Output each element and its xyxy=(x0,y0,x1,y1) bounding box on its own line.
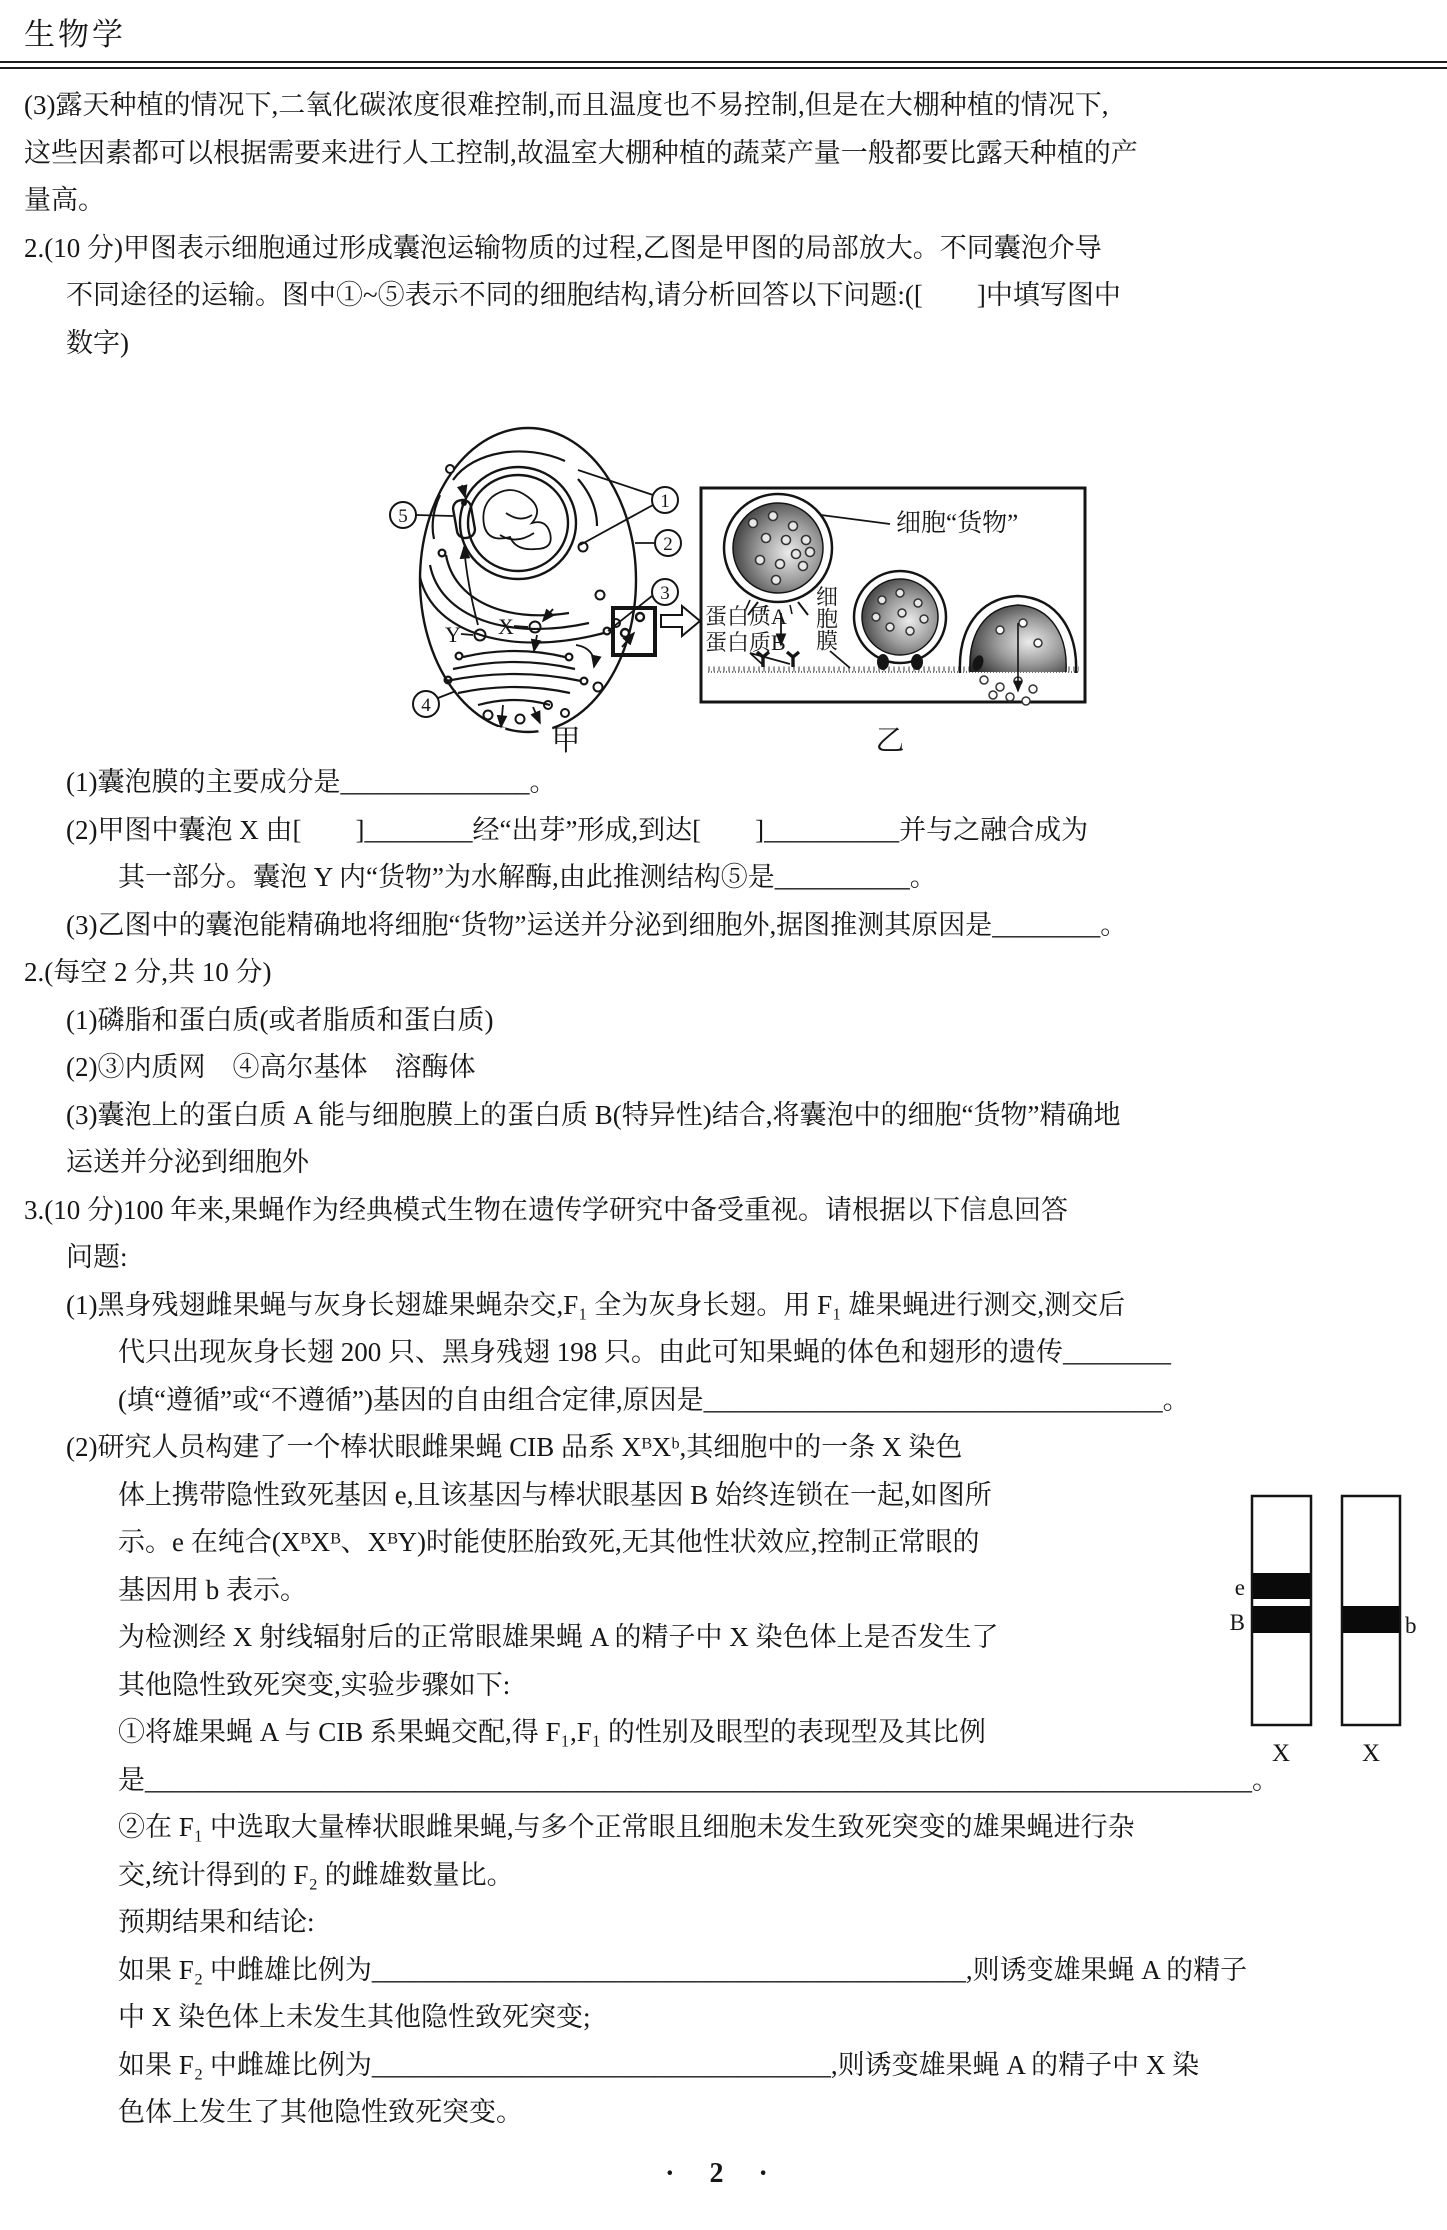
header-divider xyxy=(0,61,1447,69)
number-4-label: 4 xyxy=(421,695,431,716)
golgi-apparatus xyxy=(445,651,588,705)
cargo-label: 细胞“货物” xyxy=(896,510,1019,537)
text-line: 色体上发生了其他隐性致死突变。 xyxy=(118,2097,523,2127)
cell-diagram xyxy=(278,395,1098,765)
cell-transport-figure xyxy=(0,367,1447,759)
gene-B-label: B xyxy=(1229,1610,1245,1635)
text-line: (3)囊泡上的蛋白质 A 能与细胞膜上的蛋白质 B(特异性)结合,将囊泡中的细胞“货物”精确地 xyxy=(66,1099,1121,1130)
vesicle-x-label: X xyxy=(498,614,514,639)
number-1-label: 1 xyxy=(660,491,670,512)
text-line: 2.(每空 2 分,共 10 分) xyxy=(24,957,272,987)
text-line: ①将雄果蝇 A 与 CIB 系果蝇交配,得 F₁,F₁ 的性别及眼型的表现型及其比例 xyxy=(118,1717,986,1747)
nucleus xyxy=(460,467,576,579)
text-line: 如果 F₂ 中雌雄比例为__________________________________,则诱变雄果蝇 A 的精子中 X 染 xyxy=(118,2049,1200,2080)
text-line: 不同途径的运输。图中①~⑤表示不同的细胞结构,请分析回答以下问题:([ ]中填写图中 xyxy=(66,280,1121,310)
text-line: 2.(10 分)甲图表示细胞通过形成囊泡运输物质的过程,乙图是甲图的局部放大。不同囊泡介导 xyxy=(24,232,1102,263)
text-line: (2)③内质网 ④高尔基体 溶酶体 xyxy=(66,1052,476,1082)
text-line: (3)露天种植的情况下,二氧化碳浓度很难控制,而且温度也不易控制,但是在大棚种植的情况下, xyxy=(24,90,1109,120)
gene-b-label: b xyxy=(1405,1613,1417,1638)
text-line: (1)黑身残翅雌果蝇与灰身长翅雄果蝇杂交,F₁ 全为灰身长翅。用 F₁ 雄果蝇进行测交,测交后 xyxy=(66,1289,1126,1320)
figure-yi-label: 乙 xyxy=(875,725,905,757)
chromosome-x-right-label: X xyxy=(1361,1740,1381,1767)
cell-jia xyxy=(420,428,655,732)
page-number: · 2 · xyxy=(665,2158,782,2189)
text-line: 其一部分。囊泡 Y 内“货物”为水解酶,由此推测结构⑤是__________。 xyxy=(118,862,937,892)
gene-band-e xyxy=(1253,1573,1310,1599)
text-line: 其他隐性致死突变,实验步骤如下: xyxy=(118,1669,511,1700)
cell-yi-enlarged xyxy=(701,488,1085,757)
vesicle-fusing xyxy=(960,596,1076,705)
protein-b-label: 蛋白质B xyxy=(705,630,786,655)
vesicle-y-label: Y xyxy=(445,622,461,647)
gene-e-label: e xyxy=(1234,1575,1245,1600)
text-line: (1)囊泡膜的主要成分是______________。 xyxy=(66,767,557,797)
text-line: 这些因素都可以根据需要来进行人工控制,故温室大棚种植的蔬菜产量一般都要比露天种植的产 xyxy=(24,137,1138,168)
number-2-label: 2 xyxy=(663,534,673,555)
text-line: 量高。 xyxy=(24,185,105,215)
text-line: (3)乙图中的囊泡能精确地将细胞“货物”运送并分泌到细胞外,据图推测其原因是________。 xyxy=(66,909,1128,940)
text-line: 示。e 在纯合(XᴮXᴮ、XᴮY)时能使胚胎致死,无其他性状效应,控制正常眼的 xyxy=(118,1527,980,1557)
text-line: 交,统计得到的 F₂ 的雌雄数量比。 xyxy=(118,1859,514,1890)
x-chromosome-cib xyxy=(1252,1496,1311,1725)
x-chromosome-normal xyxy=(1342,1496,1400,1725)
text-line: (1)磷脂和蛋白质(或者脂质和蛋白质) xyxy=(66,1004,494,1035)
text-line: ②在 F₁ 中选取大量棒状眼雌果蝇,与多个正常眼且细胞未发生致死突变的雄果蝇进行杂 xyxy=(118,1812,1135,1842)
document-body xyxy=(0,82,1447,2137)
text-line: (填“遵循”或“不遵循”)基因的自由组合定律,原因是__________________________________。 xyxy=(118,1384,1190,1415)
figure-jia-label: 甲 xyxy=(551,725,581,757)
text-line: 数字) xyxy=(66,327,129,358)
protein-a-label: 蛋白质A xyxy=(705,604,787,629)
text-line: 体上携带隐性致死基因 e,且该基因与棒状眼基因 B 始终连锁在一起,如图所 xyxy=(118,1479,992,1510)
text-line: 3.(10 分)100 年来,果蝇作为经典模式生物在遗传学研究中备受重视。请根据以下信息回答 xyxy=(24,1194,1068,1225)
cell-membrane-label: 细胞膜 xyxy=(813,585,839,651)
text-line: 问题: xyxy=(66,1242,128,1272)
chromosome-x-left-label: X xyxy=(1271,1740,1291,1767)
gene-band-b xyxy=(1343,1606,1399,1633)
gene-band-B xyxy=(1253,1606,1310,1633)
text-line: 基因用 b 表示。 xyxy=(118,1574,307,1605)
page-title: 生物学 xyxy=(24,17,126,52)
text-line: 预期结果和结论: xyxy=(118,1907,315,1937)
text-line: 中 X 染色体上未发生其他隐性致死突变; xyxy=(118,2002,591,2032)
vesicle-docked xyxy=(854,571,946,670)
magnify-arrow-icon xyxy=(661,606,700,636)
text-line: 运送并分泌到细胞外 xyxy=(66,1147,309,1177)
number-3-label: 3 xyxy=(660,583,670,604)
text-line: (2)甲图中囊泡 X 由[ ]________经“出芽”形成,到达[ ]__________并与之融合成为 xyxy=(66,814,1089,845)
text-line: 为检测经 X 射线辐射后的正常眼雄果蝇 A 的精子中 X 染色体上是否发生了 xyxy=(118,1622,999,1652)
number-5-label: 5 xyxy=(398,506,408,527)
text-line: 如果 F₂ 中雌雄比例为____________________________________________,则诱变雄果蝇 A 的精子 xyxy=(118,1954,1248,1985)
text-line: 代只出现灰身长翅 200 只、黑身残翅 198 只。由此可知果蝇的体色和翅形的遗传________ xyxy=(118,1337,1171,1367)
text-line: (2)研究人员构建了一个棒状眼雌果蝇 CIB 品系 XᴮXᵇ,其细胞中的一条 X 染色 xyxy=(66,1432,963,1462)
chromosome-diagram xyxy=(1228,1468,1445,1783)
text-line: 是__________________________________________________________________________________。 xyxy=(118,1764,1279,1795)
